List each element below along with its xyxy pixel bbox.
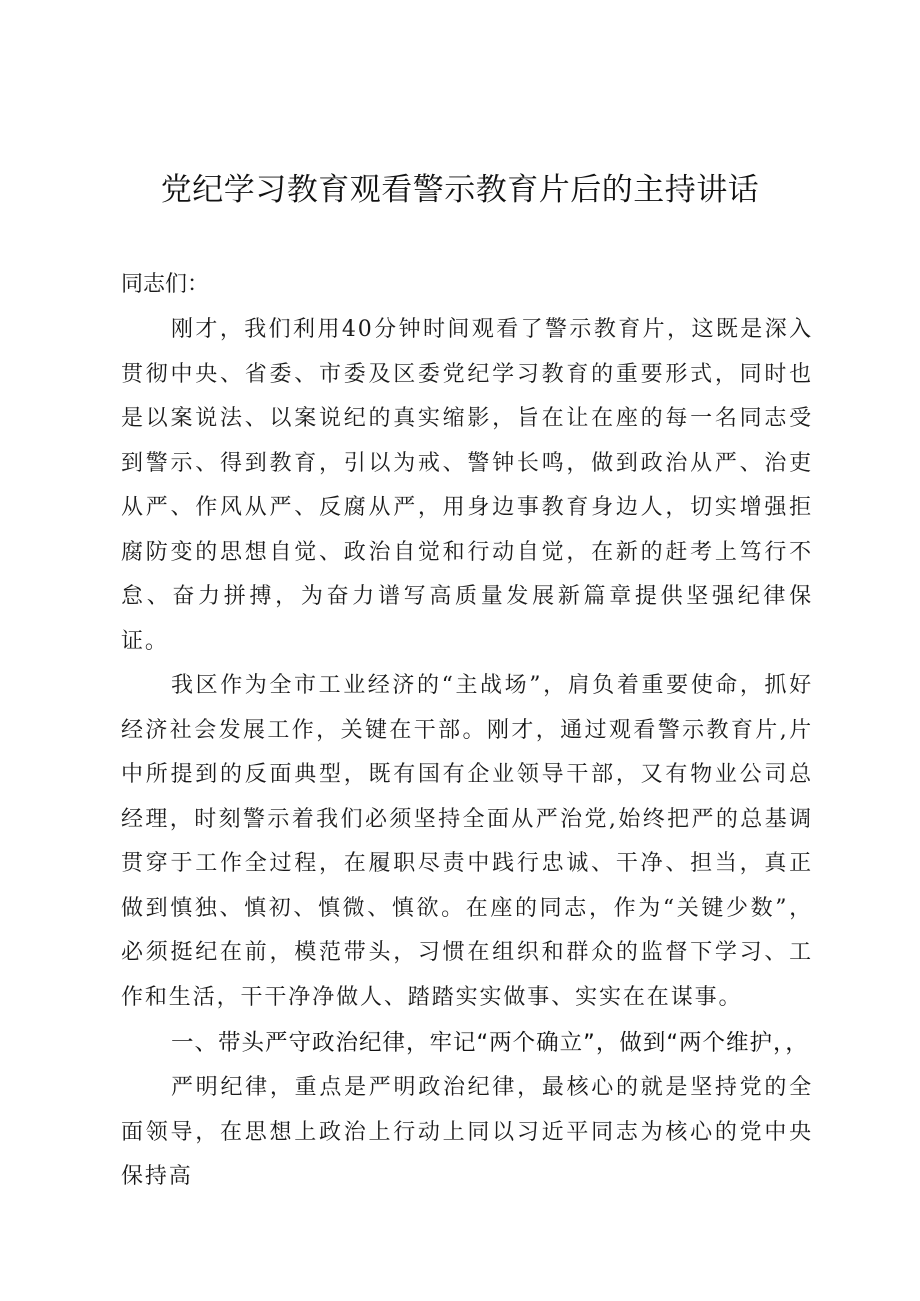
paragraph-2: 我区作为全市工业经济的“主战场”，肩负着重要使命，抓好经济社会发展工作，关键在干部。刚才，通过观看警示教育片,片中所提到的反面典型，既有国有企业领导干部，又有物业公司总经理，时刻警示着我们必须坚持全面从严治党,始终把严的总基调贯穿于工作全过程，在履职尽责中践行忠诚、干净、担当，真正做到慎独、慎初、慎微、慎欲。在座的同志，作为“关键少数”，必须挺纪在前，模范带头，习惯在组织和群众的监督下学习、工作和生活，干干净净做人、踏踏实实做事、实实在在谋事。 xyxy=(121,673,813,1010)
document-title: 党纪学习教育观看警示教育片后的主持讲话 xyxy=(160,172,760,208)
document-body xyxy=(121,262,813,1200)
salutation: 同志们： xyxy=(121,272,210,297)
paragraph-3: 严明纪律，重点是严明政治纪律，最核心的就是坚持党的全面领导，在思想上政治上行动上同以习近平同志为核心的党中央保持高 xyxy=(121,1075,813,1189)
paragraph-1: 刚才，我们利用40分钟时间观看了警示教育片，这既是深入贯彻中央、省委、市委及区委党纪学习教育的重要形式，同时也是以案说法、以案说纪的真实缩影，旨在让在座的每一名同志受到警示、得到教育，引以为戒、警钟长鸣，做到政治从严、治吏从严、作风从严、反腐从严，用身边事教育身边人，切实增强拒腐防变的思想自觉、政治自觉和行动自觉，在新的赶考上笃行不怠、奋力拼搏，为奋力谱写高质量发展新篇章提供坚强纪律保证。 xyxy=(121,317,813,654)
section-heading-1: 一、带头严守政治纪律，牢记“两个确立”，做到“两个维护，， xyxy=(171,1030,809,1056)
